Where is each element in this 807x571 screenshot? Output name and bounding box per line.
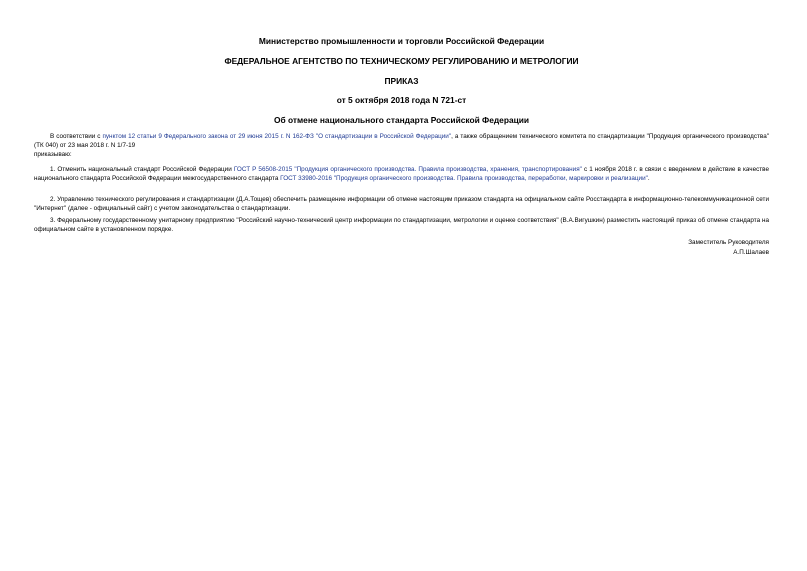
- ministry-heading: Министерство промышленности и торговли Российской Федерации: [258, 36, 545, 46]
- signatory-name: А.П.Шалаев: [733, 249, 769, 256]
- subject-heading: Об отмене национального стандарта Российской Федерации: [273, 115, 530, 125]
- date-number-heading: от 5 октября 2018 года N 721-ст: [336, 95, 467, 105]
- federal-law-link[interactable]: пунктом 12 статьи 9 Федерального закона от 29 июня 2015 г. N 162-ФЗ "О стандартизации в Российской Федерации": [102, 133, 452, 140]
- agency-heading: ФЕДЕРАЛЬНОЕ АГЕНТСТВО ПО ТЕХНИЧЕСКОМУ РЕГУЛИРОВАНИЮ И МЕТРОЛОГИИ: [224, 56, 579, 66]
- item-1-text-end: .: [647, 174, 650, 182]
- item-2-paragraph: [34, 196, 769, 214]
- item-1-text: [34, 166, 769, 184]
- item-1-text-middle: с 1 ноября 2018 г. в связи с введением в действие в качестве национального стандарта Российской Федерации межгосударственного стандарта: [34, 166, 769, 182]
- item-3-paragraph: [34, 217, 769, 235]
- gost-33980-link[interactable]: ГОСТ 33980-2016 "Продукция органического производства. Правила производства, переработки, маркировки и реализации": [280, 174, 648, 182]
- gost-r-56508-link[interactable]: ГОСТ Р 56508-2015 "Продукция органического производства. Правила производства, хранения, транспортирования": [233, 166, 582, 173]
- preamble-paragraph: [34, 133, 769, 159]
- item-1-text-start: 1. Отменить национальный стандарт Российской Федерации: [50, 166, 234, 173]
- preamble-text: [34, 133, 769, 151]
- document-type-heading: ПРИКАЗ: [384, 76, 419, 86]
- preamble-text-start: В соответствии с: [50, 133, 103, 140]
- item-3-text: 3. Федеральному государственному унитарному предприятию "Российский научно-технический центр информации по стандартизации, метрологии и оценке соответствия" (В.А.Вигушкин) разместить настоящий приказ об отмене стандарта на официальном сайте в установленном порядке.: [34, 217, 769, 233]
- item-2-text: 2. Управлению технического регулирования и стандартизации (Д.А.Тощев) обеспечить размещение информации об отмене настоящим приказом стандарта на официальном сайте Росстандарта в информационно-телекоммуникационной сети "Интернет" (далее - официальный сайт) с учетом законодательства о стандартизации.: [34, 196, 769, 212]
- preamble-text-end: , а также обращением технического комитета по стандартизации "Продукция органического производства" (ТК 040) от 23 мая 2018 г. N 1/7-19: [34, 133, 769, 149]
- item-1-paragraph: [34, 166, 769, 184]
- signatory-position: Заместитель Руководителя: [688, 239, 769, 246]
- order-word: приказываю:: [34, 150, 72, 158]
